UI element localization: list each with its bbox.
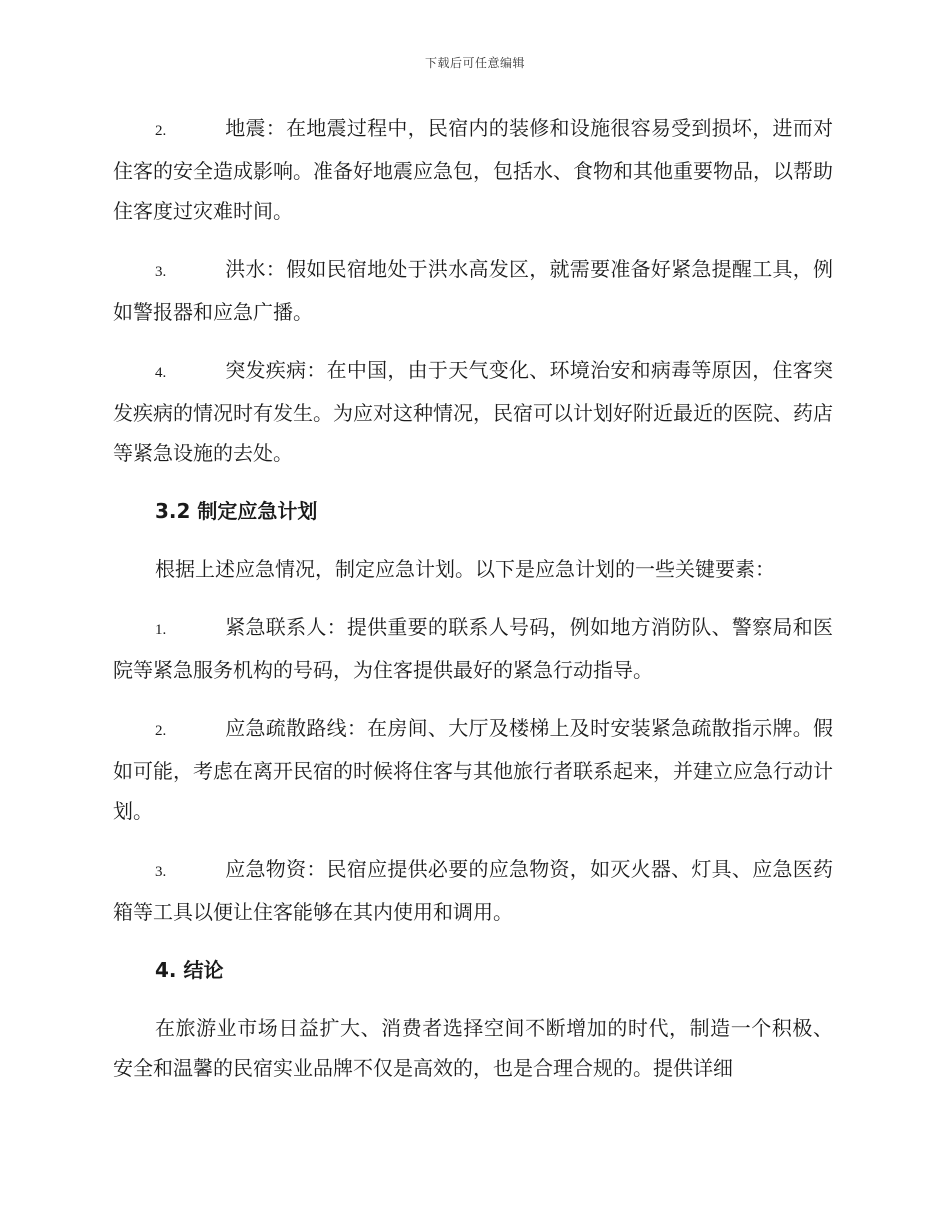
section-3-2-intro: 根据上述应急情况，制定应急计划。以下是应急计划的一些关键要素： (155, 557, 775, 581)
list-item-evacuation-route (113, 708, 833, 831)
list-item-number: 1. (155, 622, 167, 638)
list-item-text: 应急疏散路线：在房间、大厅及楼梯上及时安装紧急疏散指示牌。假如可能，考虑在离开民宿的时候将住客与其他旅行者联系起来，并建立应急行动计划。 (113, 716, 833, 823)
list-item-text: 突发疾病：在中国，由于天气变化、环境治安和病毒等原因，住客突发疾病的情况时有发生。为应对这种情况，民宿可以计划好附近最近的医院、药店等紧急设施的去处。 (113, 358, 833, 465)
list-item-emergency-supplies (113, 849, 833, 932)
conclusion-paragraph: 在旅游业市场日益扩大、消费者选择空间不断增加的时代，制造一个积极、安全和温馨的民宿实业品牌不仅是高效的，也是合理合规的。提供详细 (113, 1016, 833, 1080)
list-item-flood (113, 249, 833, 332)
list-item-number: 3. (155, 264, 167, 280)
section-heading-conclusion: 4. 结论 (155, 958, 224, 982)
list-item-emergency-contacts (113, 607, 833, 690)
list-item-number: 2. (155, 123, 167, 139)
list-item-number: 2. (155, 723, 167, 739)
section-heading-3-2: 3.2 制定应急计划 (155, 499, 318, 523)
list-item-sudden-illness (113, 350, 833, 473)
list-item-number: 4. (155, 365, 167, 381)
list-item-text: 洪水：假如民宿地处于洪水高发区，就需要准备好紧急提醒工具，例如警报器和应急广播。 (113, 257, 833, 324)
list-item-text: 应急物资：民宿应提供必要的应急物资，如灭火器、灯具、应急医药箱等工具以便让住客能够在其内使用和调用。 (113, 857, 833, 924)
list-item-text: 紧急联系人：提供重要的联系人号码，例如地方消防队、警察局和医院等紧急服务机构的号码，为住客提供最好的紧急行动指导。 (113, 615, 833, 682)
page-header-note: 下载后可任意编辑 (424, 56, 525, 70)
list-item-earthquake (113, 108, 833, 231)
document-body (113, 108, 833, 1106)
list-item-number: 3. (155, 864, 167, 880)
list-item-text: 地震：在地震过程中，民宿内的装修和设施很容易受到损坏，进而对住客的安全造成影响。准备好地震应急包，包括水、食物和其他重要物品，以帮助住客度过灾难时间。 (113, 116, 833, 223)
